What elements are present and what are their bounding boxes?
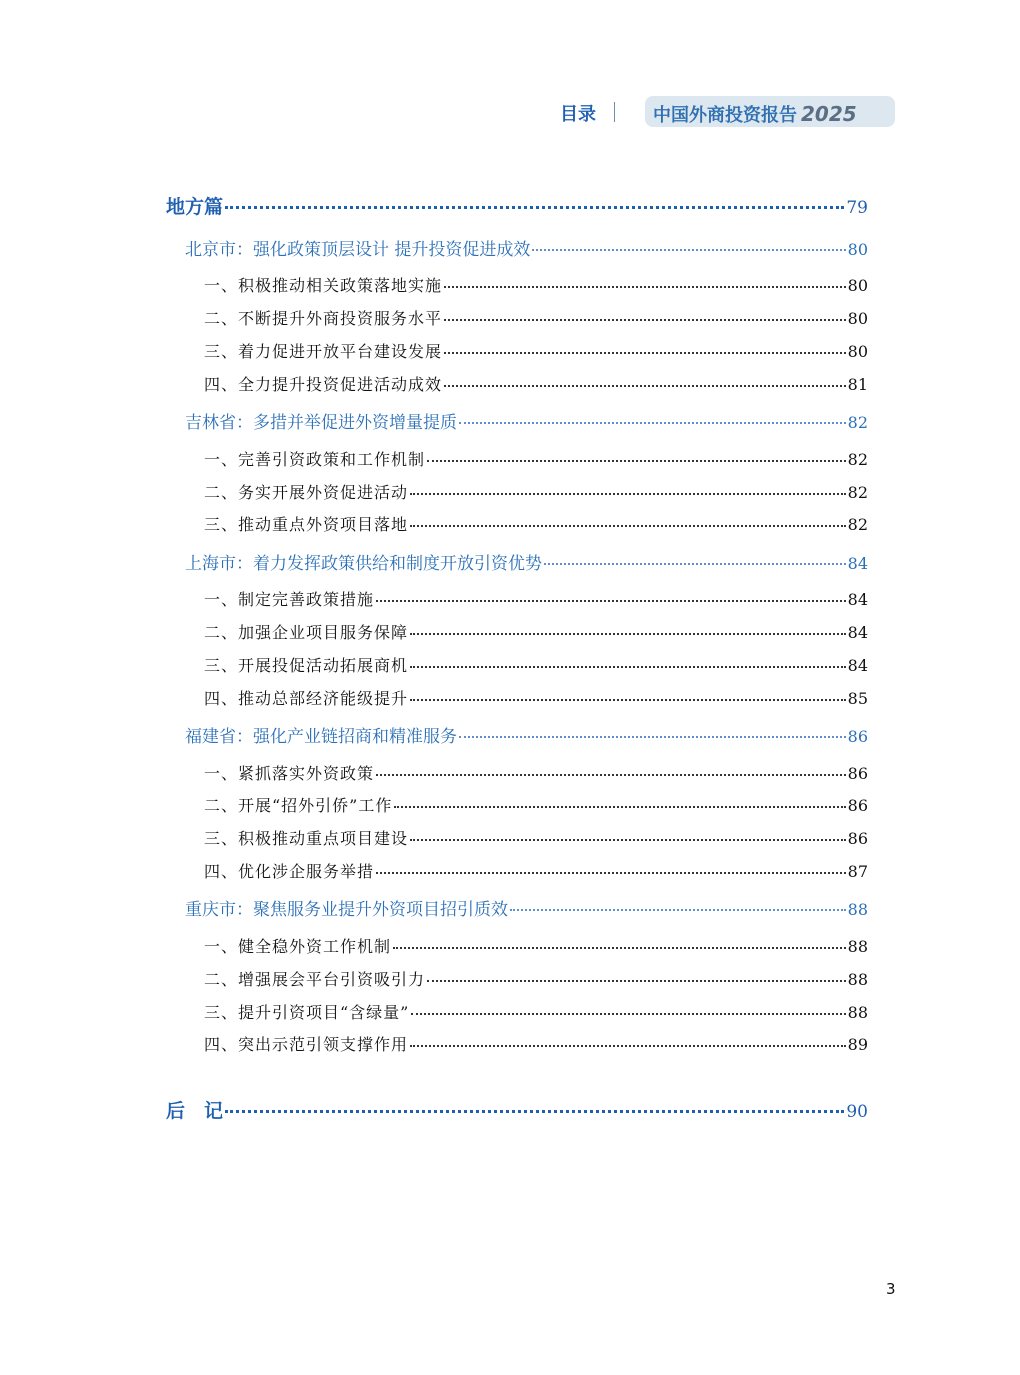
dot-leader bbox=[444, 286, 846, 288]
toc-item-title: 三、提升引资项目“含绿量” bbox=[204, 1003, 410, 1022]
toc-page-number: 88 bbox=[847, 900, 868, 919]
toc-item-title: 一、制定完善政策措施 bbox=[204, 590, 375, 609]
dot-leader bbox=[444, 319, 846, 321]
toc-region-title: 重庆市：聚焦服务业提升外资项目招引质效 bbox=[185, 900, 508, 920]
toc-page-number: 82 bbox=[847, 483, 868, 502]
toc-region-title: 吉林省：多措并举促进外资增量提质 bbox=[185, 413, 457, 433]
dot-leader bbox=[444, 385, 846, 387]
toc-item-title: 四、全力提升投资促进活动成效 bbox=[204, 375, 443, 394]
toc-item-entry[interactable] bbox=[204, 859, 868, 882]
running-header bbox=[0, 96, 1020, 130]
toc-item-title: 三、开展投促活动拓展商机 bbox=[204, 656, 409, 675]
dot-leader bbox=[410, 493, 846, 495]
page-number: 3 bbox=[886, 1280, 896, 1298]
dot-leader bbox=[510, 909, 846, 911]
toc-item-title: 四、推动总部经济能级提升 bbox=[204, 689, 409, 708]
toc-page-number: 84 bbox=[847, 554, 868, 573]
toc-postscript-entry[interactable] bbox=[166, 1096, 868, 1123]
toc-item-title: 二、务实开展外资促进活动 bbox=[204, 483, 409, 502]
dot-leader bbox=[376, 600, 846, 602]
dot-leader bbox=[376, 774, 846, 776]
dot-leader bbox=[410, 699, 846, 701]
dot-leader bbox=[544, 563, 846, 565]
toc-region-entry[interactable] bbox=[185, 722, 868, 747]
dot-leader bbox=[376, 872, 846, 874]
toc-item-entry[interactable] bbox=[204, 826, 868, 849]
header-report-badge bbox=[645, 96, 895, 127]
toc-page-number: 84 bbox=[847, 590, 868, 609]
toc-page-number: 84 bbox=[847, 623, 868, 642]
dot-leader bbox=[427, 460, 846, 462]
toc-page-number: 81 bbox=[847, 375, 868, 394]
toc-item-entry[interactable] bbox=[204, 480, 868, 503]
toc-item-entry[interactable] bbox=[204, 934, 868, 957]
toc-page-number: 88 bbox=[847, 937, 868, 956]
toc-item-title: 三、积极推动重点项目建设 bbox=[204, 829, 409, 848]
report-title-text: 中国外商投资报告 bbox=[653, 105, 797, 126]
toc-item-title: 一、积极推动相关政策落地实施 bbox=[204, 276, 443, 295]
dot-leader bbox=[393, 947, 846, 949]
toc-item-title: 二、开展“招外引侨”工作 bbox=[204, 796, 393, 815]
toc-item-title: 一、紧抓落实外资政策 bbox=[204, 764, 375, 783]
toc-page-number: 80 bbox=[847, 240, 868, 259]
toc-page-number: 82 bbox=[847, 515, 868, 534]
toc-page-number: 80 bbox=[847, 309, 868, 328]
toc-postscript-title: 后 记 bbox=[166, 1100, 224, 1122]
header-toc-label: 目录 bbox=[560, 104, 596, 125]
toc-item-entry[interactable] bbox=[204, 512, 868, 535]
toc-page-number: 80 bbox=[847, 276, 868, 295]
toc-item-title: 四、优化涉企服务举措 bbox=[204, 862, 375, 881]
toc-part-entry[interactable] bbox=[166, 192, 868, 219]
toc-item-entry[interactable] bbox=[204, 793, 868, 816]
dot-leader bbox=[410, 1045, 846, 1047]
toc-page-number: 89 bbox=[847, 1035, 868, 1054]
toc-item-entry[interactable] bbox=[204, 306, 868, 329]
dot-leader bbox=[427, 980, 846, 982]
toc-item-entry[interactable] bbox=[204, 1032, 868, 1055]
toc-item-entry[interactable] bbox=[204, 273, 868, 296]
dot-leader bbox=[410, 666, 846, 668]
toc-region-title: 北京市：强化政策顶层设计 提升投资促进成效 bbox=[185, 240, 531, 260]
toc-page-number: 86 bbox=[847, 764, 868, 783]
toc-page-number: 85 bbox=[847, 689, 868, 708]
dot-leader bbox=[532, 249, 845, 251]
toc-item-title: 三、推动重点外资项目落地 bbox=[204, 515, 409, 534]
dot-leader bbox=[459, 736, 846, 738]
toc-region-entry[interactable] bbox=[185, 408, 868, 433]
toc-page-number: 79 bbox=[846, 198, 868, 218]
toc-item-title: 三、着力促进开放平台建设发展 bbox=[204, 342, 443, 361]
dot-leader bbox=[444, 352, 846, 354]
dot-leader bbox=[459, 422, 846, 424]
dot-leader bbox=[225, 206, 844, 209]
dot-leader bbox=[225, 1110, 844, 1113]
dot-leader bbox=[410, 839, 846, 841]
toc-region-title: 上海市：着力发挥政策供给和制度开放引资优势 bbox=[185, 554, 542, 574]
toc-item-entry[interactable] bbox=[204, 686, 868, 709]
toc-region-entry[interactable] bbox=[185, 549, 868, 574]
toc-item-entry[interactable] bbox=[204, 1000, 868, 1023]
toc-region-entry[interactable] bbox=[185, 895, 868, 920]
toc-region-entry[interactable] bbox=[185, 235, 868, 260]
toc-item-title: 一、健全稳外资工作机制 bbox=[204, 937, 392, 956]
toc-part-title: 地方篇 bbox=[166, 196, 224, 218]
toc-page-number: 82 bbox=[847, 413, 868, 432]
toc-page-number: 86 bbox=[847, 796, 868, 815]
dot-leader bbox=[410, 525, 846, 527]
toc-page-number: 86 bbox=[847, 829, 868, 848]
toc-page-number: 90 bbox=[846, 1102, 868, 1122]
header-divider bbox=[614, 102, 615, 122]
toc-page-number: 88 bbox=[847, 1003, 868, 1022]
toc-page-number: 82 bbox=[847, 450, 868, 469]
toc-item-title: 二、增强展会平台引资吸引力 bbox=[204, 970, 426, 989]
toc-item-title: 二、不断提升外商投资服务水平 bbox=[204, 309, 443, 328]
toc-item-entry[interactable] bbox=[204, 620, 868, 643]
toc-page-number: 84 bbox=[847, 656, 868, 675]
toc-item-title: 一、完善引资政策和工作机制 bbox=[204, 450, 426, 469]
toc-item-entry[interactable] bbox=[204, 761, 868, 784]
toc-item-entry[interactable] bbox=[204, 967, 868, 990]
toc-region-title: 福建省：强化产业链招商和精准服务 bbox=[185, 727, 457, 747]
toc-item-entry[interactable] bbox=[204, 372, 868, 395]
toc-item-entry[interactable] bbox=[204, 653, 868, 676]
header-report-year: 2025 bbox=[801, 102, 857, 126]
toc-item-title: 四、突出示范引领支撑作用 bbox=[204, 1035, 409, 1054]
toc-page-number: 80 bbox=[847, 342, 868, 361]
toc-item-entry[interactable] bbox=[204, 447, 868, 470]
toc-page-number: 88 bbox=[847, 970, 868, 989]
toc-page-number: 87 bbox=[847, 862, 868, 881]
dot-leader bbox=[411, 1013, 845, 1015]
toc-page-number: 86 bbox=[847, 727, 868, 746]
toc-item-entry[interactable] bbox=[204, 339, 868, 362]
toc-item-title: 二、加强企业项目服务保障 bbox=[204, 623, 409, 642]
dot-leader bbox=[410, 633, 846, 635]
dot-leader bbox=[394, 806, 845, 808]
toc-item-entry[interactable] bbox=[204, 587, 868, 610]
header-report-title bbox=[653, 101, 857, 127]
